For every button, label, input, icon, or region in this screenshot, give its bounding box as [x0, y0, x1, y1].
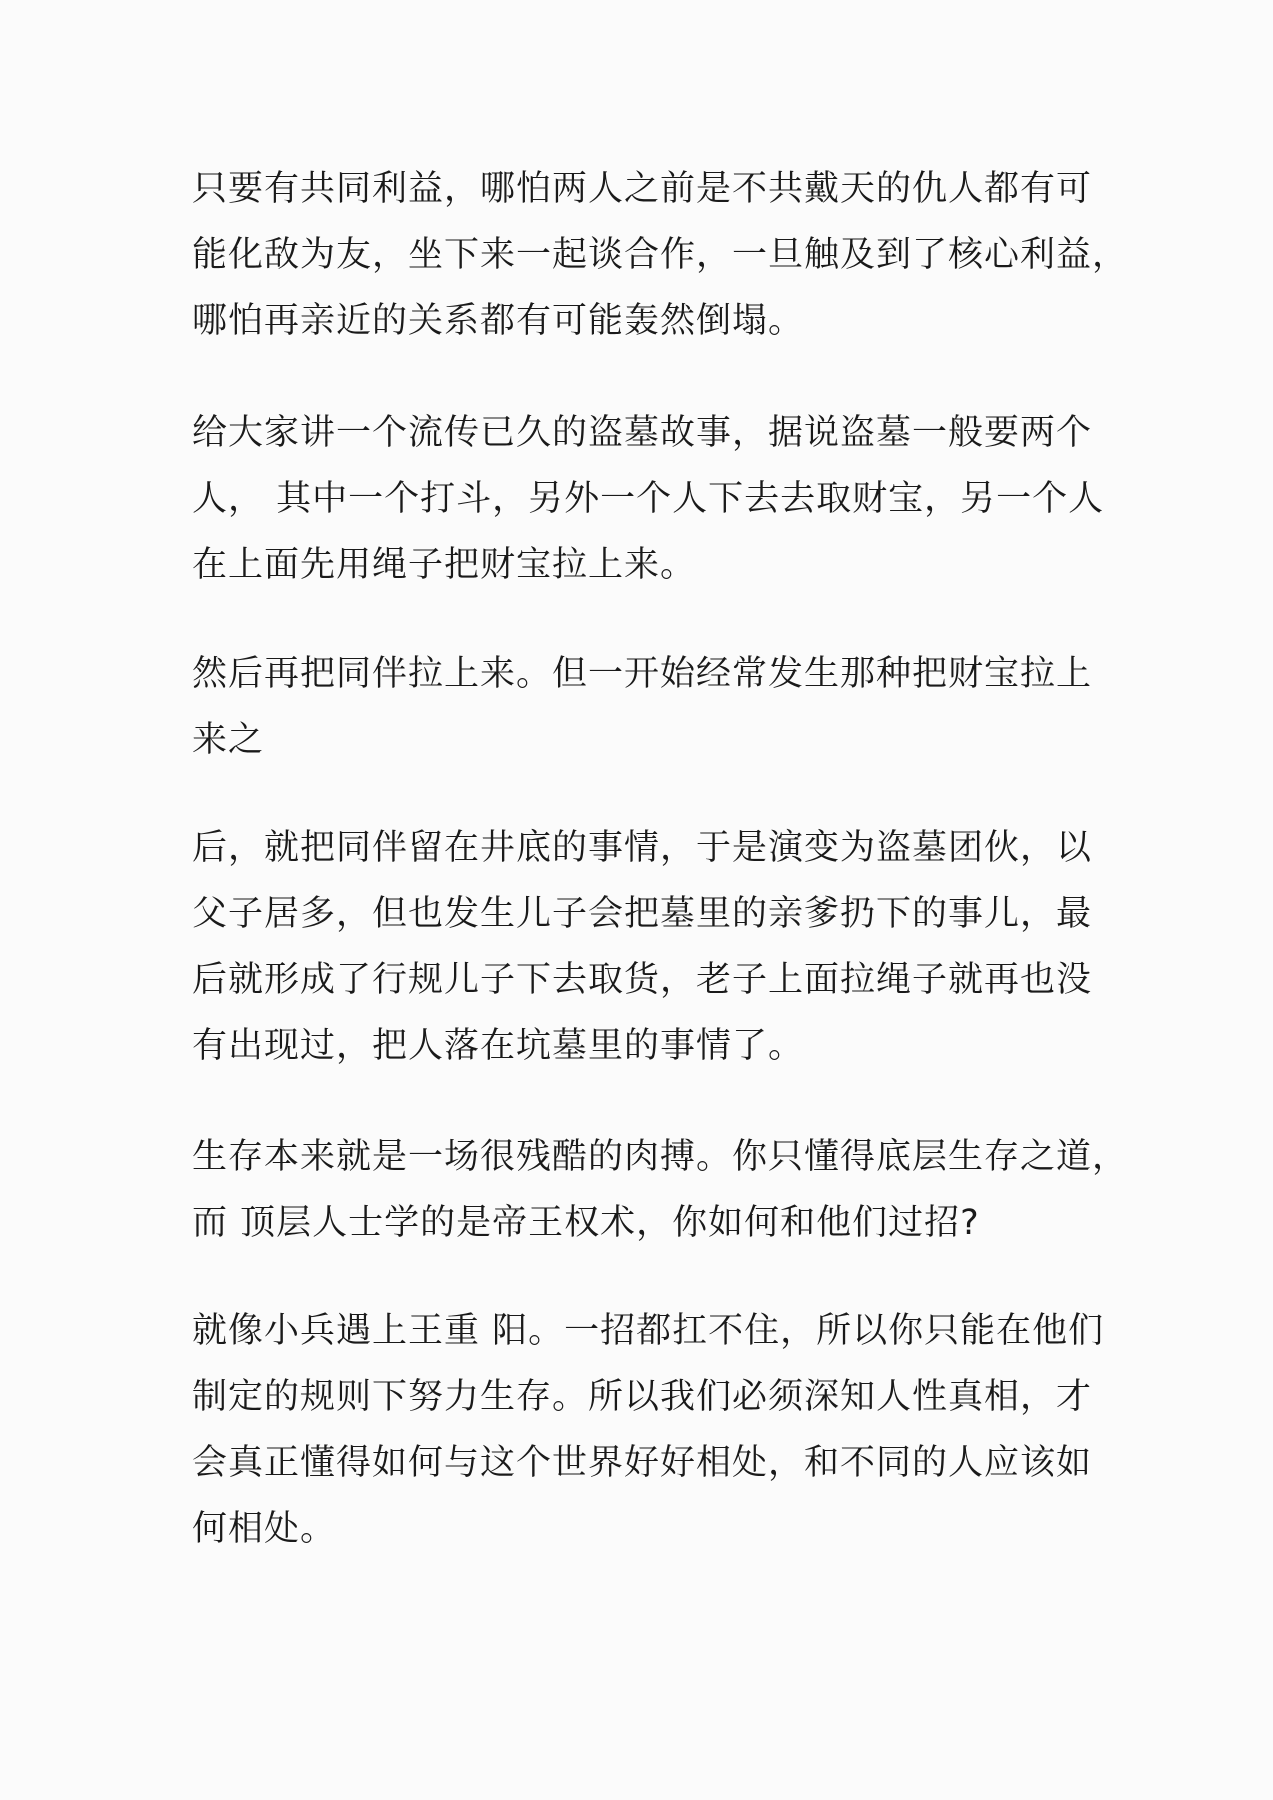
- paragraph-line: 有出现过，把人落在坑墓里的事情了。: [192, 1026, 805, 1066]
- paragraph-line: 生存本来就是一场很残酷的肉搏。你只懂得底层生存之道，: [192, 1137, 1129, 1177]
- paragraph-line: 在上面先用绳子把财宝拉上来。: [192, 545, 697, 585]
- paragraph-father-son-rule: [192, 815, 1092, 1079]
- paragraph-tomb-story: [192, 400, 1105, 598]
- paragraph-survival: [192, 1124, 1129, 1256]
- paragraph-shared-interests: [192, 156, 1129, 354]
- paragraph-pull-up-partner: [192, 641, 1092, 773]
- paragraph-line: 而 顶层人士学的是帝王权术，你如何和他们过招?: [192, 1203, 980, 1243]
- paragraph-line: 后，就把同伴留在井底的事情，于是演变为盗墓团伙，以: [192, 828, 1093, 868]
- paragraph-line: 后就形成了行规儿子下去取货，老子上面拉绳子就再也没: [192, 960, 1093, 1000]
- paragraph-human-nature: [192, 1298, 1105, 1562]
- paragraph-line: 就像小兵遇上王重 阳。一招都扛不住，所以你只能在他们: [192, 1311, 1105, 1351]
- paragraph-line: 会真正懂得如何与这个世界好好相处，和不同的人应该如: [192, 1443, 1093, 1483]
- paragraph-line: 哪怕再亲近的关系都有可能轰然倒塌。: [192, 301, 805, 341]
- paragraph-line: 制定的规则下努力生存。所以我们必须深知人性真相，才: [192, 1377, 1093, 1417]
- paragraph-line: 能化敌为友，坐下来一起谈合作，一旦触及到了核心利益，: [192, 235, 1129, 275]
- paragraph-line: 给大家讲一个流传已久的盗墓故事，据说盗墓一般要两个: [192, 413, 1093, 453]
- paragraph-line: 只要有共同利益，哪怕两人之前是不共戴天的仇人都有可: [192, 169, 1093, 209]
- paragraph-line: 然后再把同伴拉上来。但一开始经常发生那种把财宝拉上: [192, 654, 1093, 694]
- paragraph-line: 何相处。: [192, 1509, 337, 1549]
- paragraph-line: 父子居多，但也发生儿子会把墓里的亲爹扔下的事儿，最: [192, 894, 1093, 934]
- paragraph-line: 来之: [192, 720, 265, 760]
- paragraph-line: 人， 其中一个打斗，另外一个人下去去取财宝，另一个人: [192, 479, 1105, 519]
